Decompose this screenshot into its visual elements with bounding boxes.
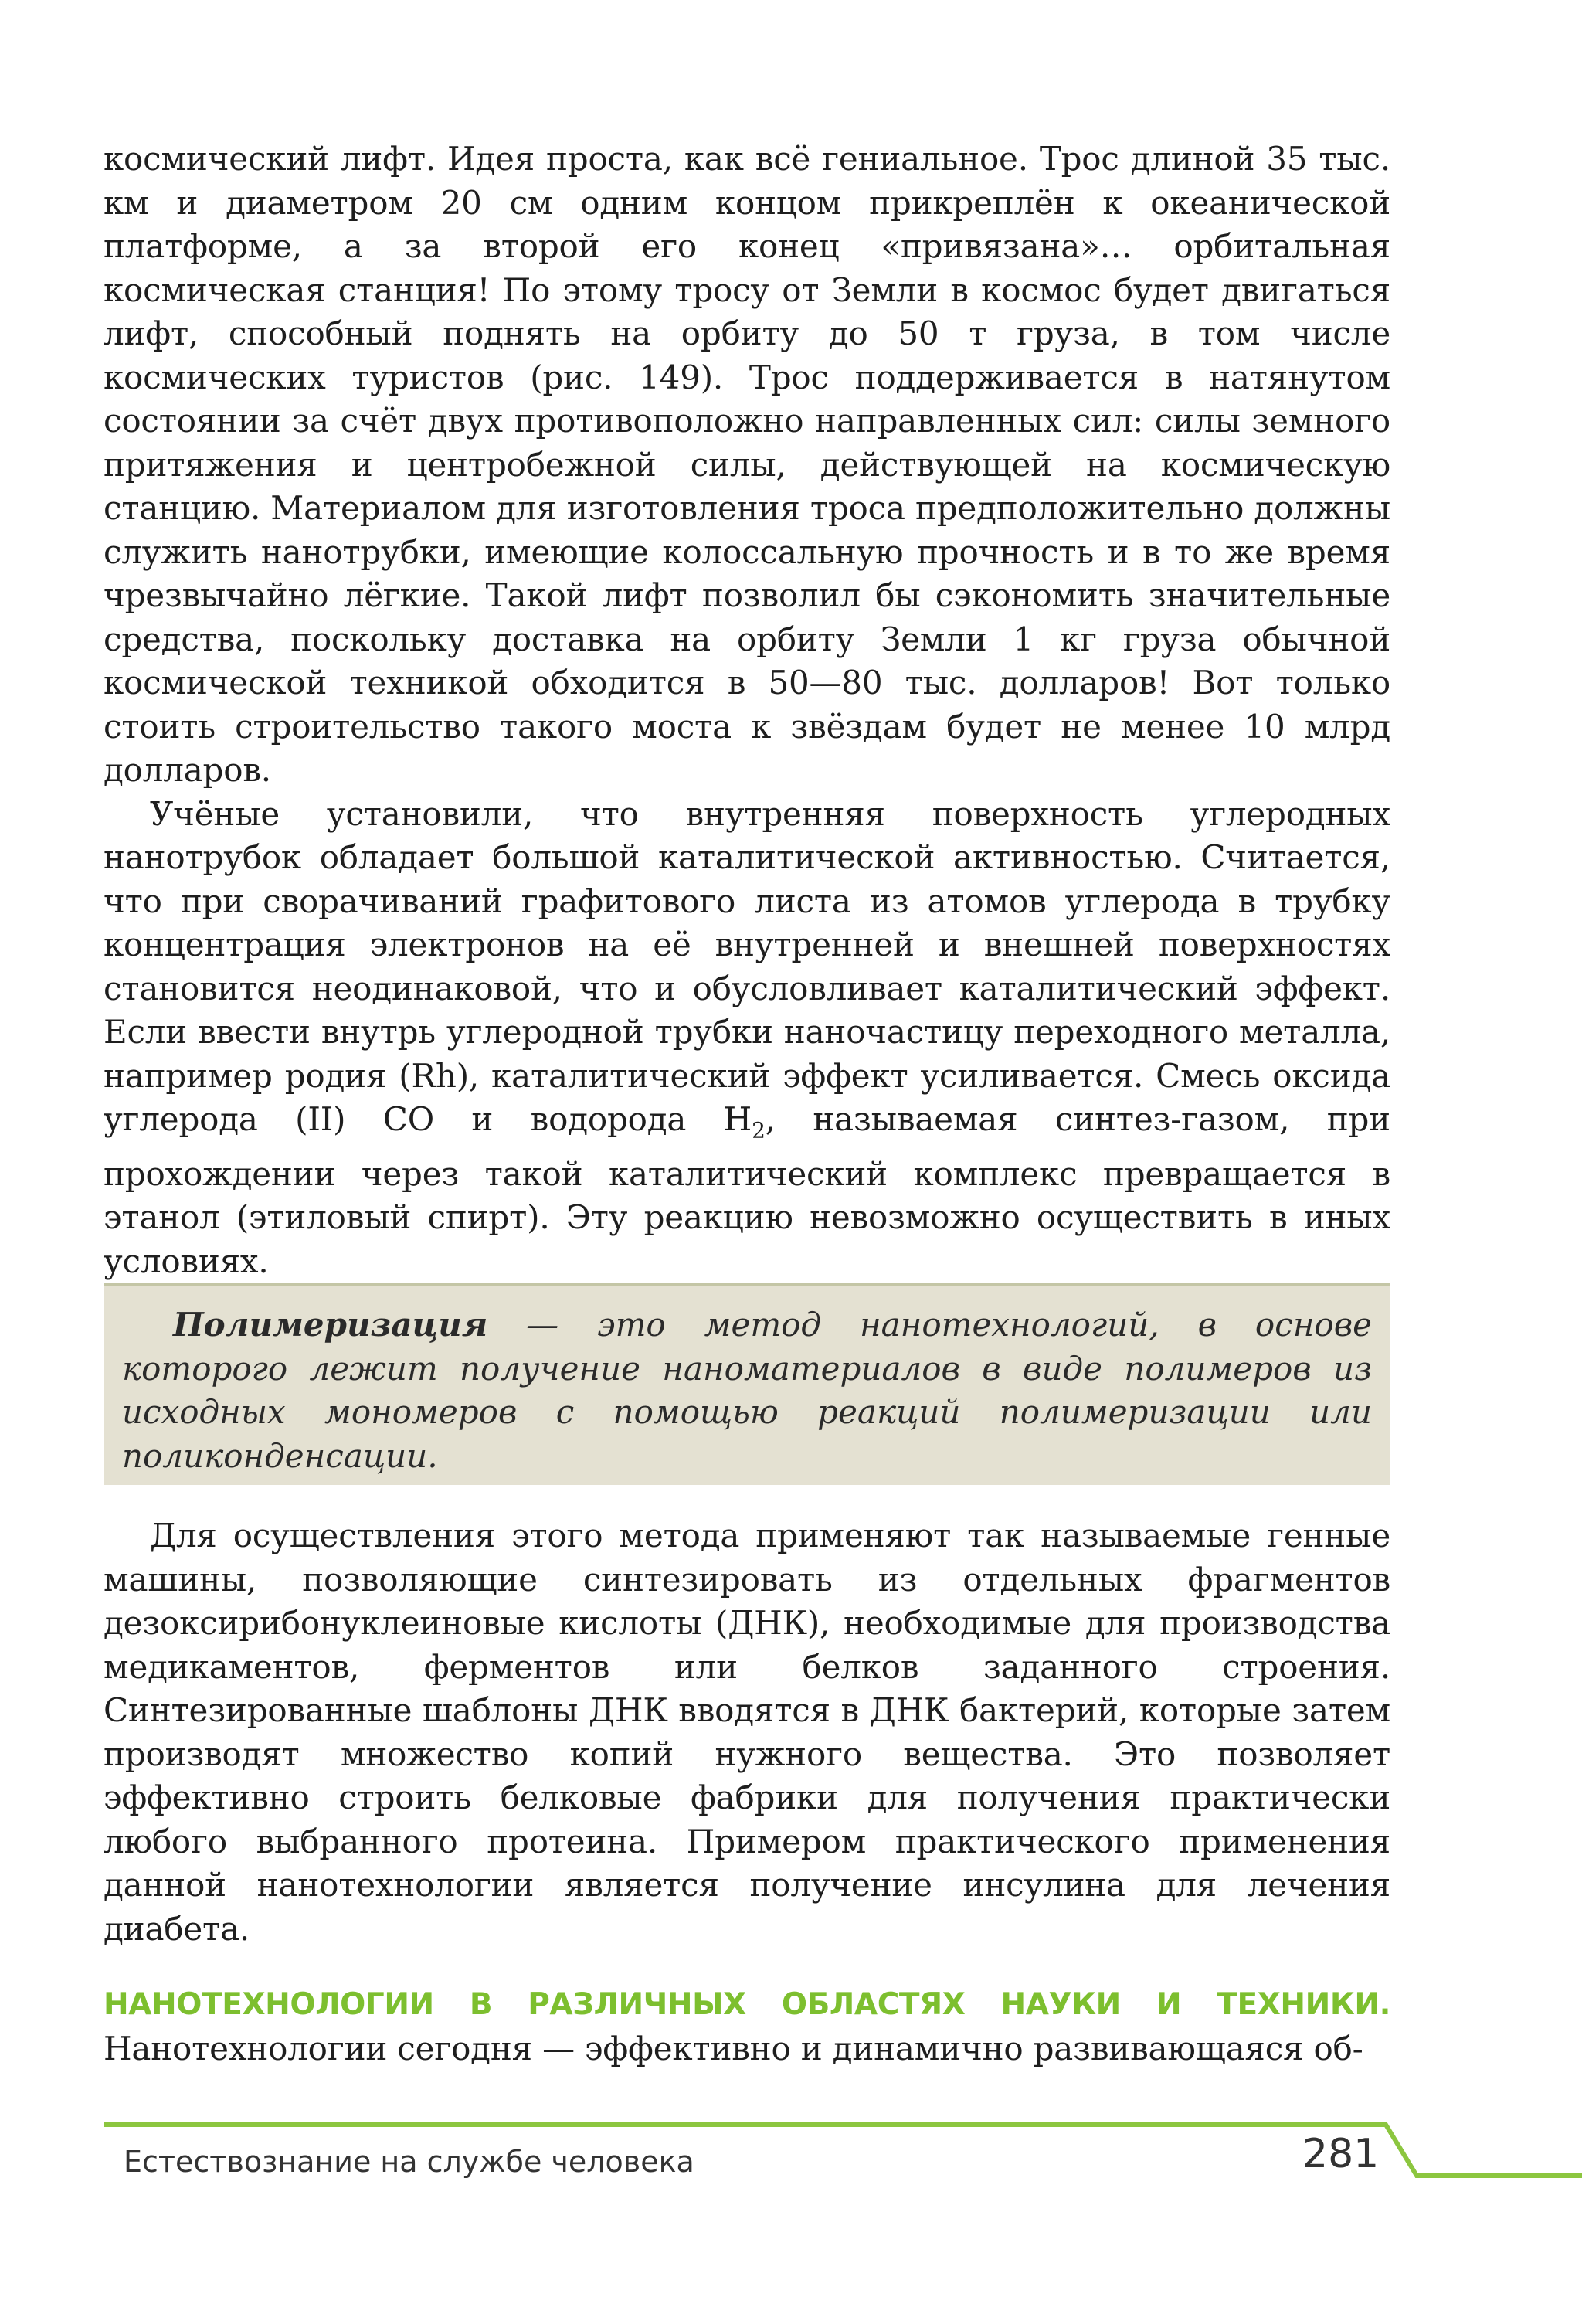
page-number: 281 <box>1302 2131 1380 2177</box>
definition-term: Полимеризация <box>173 1306 488 1344</box>
section-text: Нанотехнологии сегодня — эффективно и динамично развивающаяся об- <box>104 2029 1363 2067</box>
text-block-bottom <box>104 1514 1390 2071</box>
definition-box <box>104 1283 1390 1485</box>
definition-body: — это метод нанотехнологий, в основе которого лежит получение наноматериалов в виде полимеров из исходных мономеров с помощью реакций полимеризации или поликонденсации. <box>122 1306 1372 1475</box>
definition-text <box>122 1303 1372 1478</box>
section-paragraph <box>104 1982 1390 2071</box>
hydrogen-subscript: 2 <box>752 1117 766 1143</box>
footer-title: Естествознание на службе человека <box>124 2145 694 2179</box>
section-heading: НАНОТЕХНОЛОГИИ В РАЗЛИЧНЫХ ОБЛАСТЯХ НАУКИ И ТЕХНИКИ. <box>104 1987 1390 2022</box>
catalysis-text-after: , называемая синтез-газом, при прохождении через такой каталитический комплекс превращается в этанол (этиловый спирт). Эту реакцию невозможно осуществить в иных условиях. <box>104 1100 1390 1280</box>
paragraph-space-elevator: космический лифт. Идея проста, как всё гениальное. Трос длиной 35 тыс. км и диаметром 20 см одним концом прикреплён к океанической платформе, а за второй его конец «привязана»… орбитальная космическая станция! По этому тросу от Земли в космос будет двигаться лифт, способный поднять на орбиту до 50 т груза, в том числе космических туристов (рис. 149). Трос поддерживается в натянутом состоянии за счёт двух противоположно направленных сил: силы земного притяжения и центробежной силы, действующей на космическую станцию. Материалом для изготовления троса предположительно должны служить нанотрубки, имеющие колоссальную прочность и в то же время чрезвычайно лёгкие. Такой лифт позволил бы сэкономить значительные средства, поскольку доставка на орбиту Земли 1 кг груза обычной космической техникой обходится в 50—80 тыс. долларов! Вот только стоить строительство такого моста к звёздам будет не менее 10 млрд долларов. <box>104 140 1390 789</box>
paragraph-catalysis <box>104 793 1390 1284</box>
text-block-top <box>104 138 1390 1283</box>
catalysis-text-before: Учёные установили, что внутренняя поверхность углеродных нанотрубок обладает большой каталитической активностью. Считается, что при сворачиваний графитового листа из атомов углерода в трубку концентрация электронов на её внутренней и внешней поверхностях становится неодинаковой, что и обусловливает каталитический эффект. Если ввести внутрь углеродной трубки наночастицу переходного металла, например родия (Rh), каталитический эффект усиливается. Смесь оксида углерода (II) CO и водорода H <box>104 794 1390 1138</box>
paragraph-gene-machines: Для осуществления этого метода применяют так называемые генные машины, позволяющие синтезировать из отдельных фрагментов дезоксирибонуклеиновые кислоты (ДНК), необходимые для производства медикаментов, ферментов или белков заданного строения. Синтезированные шаблоны ДНК вводятся в ДНК бактерий, которые затем производят множество копий нужного вещества. Это позволяет эффективно строить белковые фабрики для получения практически любого выбранного протеина. Примером практического применения данной нанотехнологии является получение инсулина для лечения диабета. <box>104 1517 1390 1948</box>
